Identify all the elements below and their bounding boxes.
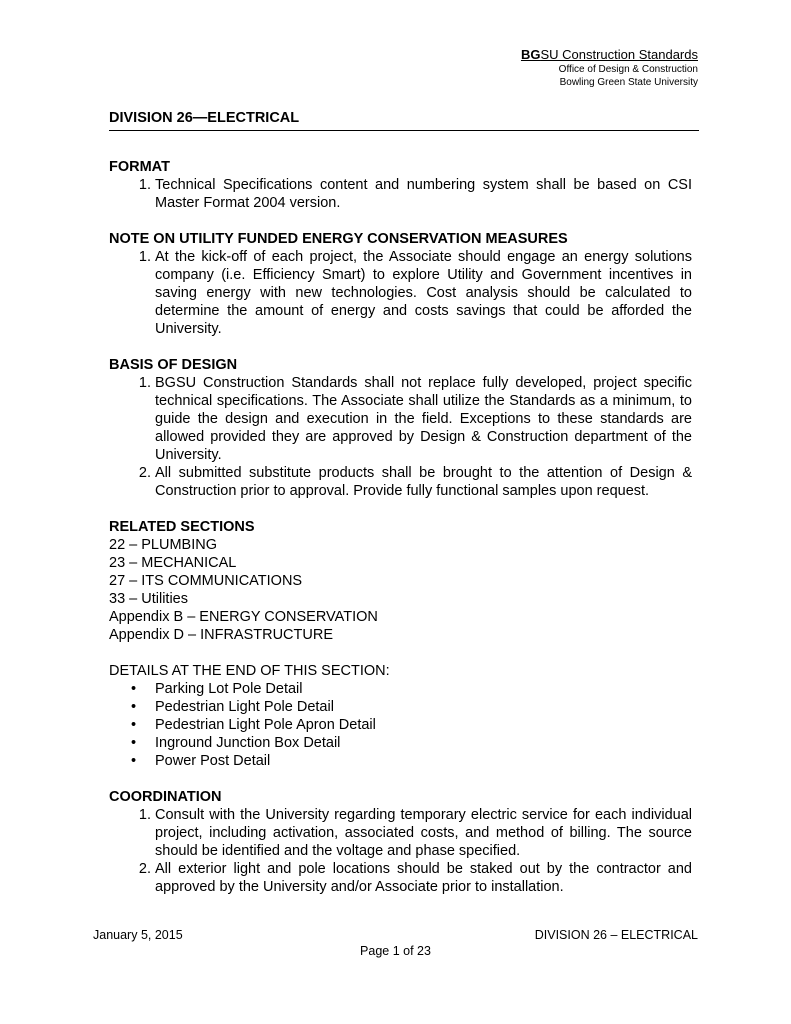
related-line: 23 – MECHANICAL xyxy=(109,555,237,571)
related-line: 27 – ITS COMMUNICATIONS xyxy=(109,573,303,589)
details-item: • Pedestrian Light Pole Detail xyxy=(155,698,692,716)
title-rule xyxy=(109,130,699,131)
footer-division: DIVISION 26 – ELECTRICAL xyxy=(534,928,698,942)
document-body xyxy=(109,158,692,896)
footer-page-number: Page 1 of 23 xyxy=(360,944,431,958)
related-line: Appendix D – INFRASTRUCTURE xyxy=(109,627,333,643)
energy-heading: NOTE ON UTILITY FUNDED ENERGY CONSERVATION MEASURES xyxy=(109,231,568,247)
header-university: Bowling Green State University xyxy=(559,77,698,88)
energy-item: 1. At the kick-off of each project, the Associate should engage an energy solutions company (i.e. Efficiency Smart) to explore Utility and Government incentives in saving energy with new technologies. Cost analysis should be calculated to determine the amount of energy and costs savings that could be afforded the University. xyxy=(155,248,692,338)
details-heading: DETAILS AT THE END OF THIS SECTION: xyxy=(109,663,390,679)
coordination-list xyxy=(109,806,692,896)
details-item: • Inground Junction Box Detail xyxy=(155,734,692,752)
coordination-item: 2. All exterior light and pole locations should be staked out by the contractor and approved by the University and/or Associate prior to installation. xyxy=(155,860,692,896)
page-header xyxy=(521,46,698,89)
energy-list xyxy=(109,248,692,338)
details-list xyxy=(109,680,692,770)
footer-date: January 5, 2015 xyxy=(93,928,183,942)
format-list xyxy=(109,176,692,212)
related-line: 33 – Utilities xyxy=(109,591,188,607)
details-item: • Power Post Detail xyxy=(155,752,692,770)
format-item: 1. Technical Specifications content and numbering system shall be based on CSI Master Format 2004 version. xyxy=(155,176,692,212)
basis-list xyxy=(109,374,692,500)
basis-heading: BASIS OF DESIGN xyxy=(109,357,238,373)
header-title-bold: BG xyxy=(520,47,541,62)
division-title: DIVISION 26—ELECTRICAL xyxy=(109,110,300,126)
details-item: • Pedestrian Light Pole Apron Detail xyxy=(155,716,692,734)
basis-item: 2. All submitted substitute products shall be brought to the attention of Design & Construction prior to approval. Provide fully functional samples upon request. xyxy=(155,464,692,500)
header-office: Office of Design & Construction xyxy=(558,64,698,75)
header-title-rest: SU Construction Standards xyxy=(540,47,698,62)
basis-item: 1. BGSU Construction Standards shall not replace fully developed, project specific technical specifications. The Associate shall utilize the Standards as a minimum, to guide the design and execution in the field. Exceptions to these standards are allowed provided they are approved by Design & Construction department of the University. xyxy=(155,374,692,464)
related-line: 22 – PLUMBING xyxy=(109,537,217,553)
related-heading: RELATED SECTIONS xyxy=(109,519,255,535)
format-heading: FORMAT xyxy=(109,159,170,175)
details-item: • Parking Lot Pole Detail xyxy=(155,680,692,698)
header-title xyxy=(521,46,698,63)
coordination-heading: COORDINATION xyxy=(109,789,222,805)
related-line: Appendix B – ENERGY CONSERVATION xyxy=(109,609,378,625)
coordination-item: 1. Consult with the University regarding temporary electric service for each individual project, including activation, associated costs, and method of billing. The source should be identified and the voltage and phase specified. xyxy=(155,806,692,860)
